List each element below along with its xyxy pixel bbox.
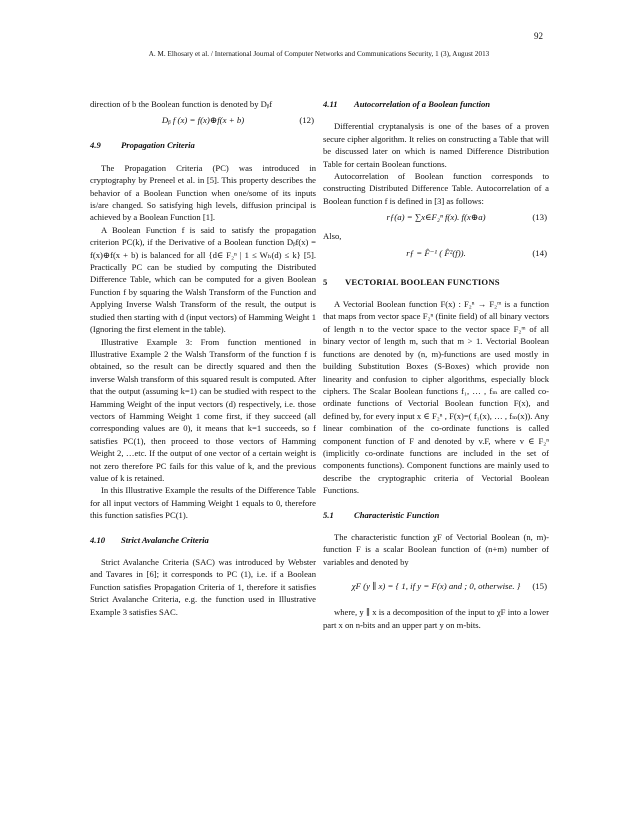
equation-number: (14) bbox=[532, 247, 547, 258]
section-heading-5-1 bbox=[323, 509, 549, 521]
equation-number: (15) bbox=[532, 581, 547, 592]
equation-14 bbox=[323, 247, 549, 260]
page-number: 92 bbox=[534, 31, 543, 41]
section-heading-4-9 bbox=[90, 139, 316, 151]
section-heading-4-10 bbox=[90, 534, 316, 546]
right-column bbox=[323, 98, 549, 631]
section-number: 5.1 bbox=[323, 509, 334, 520]
paragraph: Autocorrelation of Boolean function corresponds to constructing Distributed Difference Table. Autocorrelation of a Boolean function f is defined in [3] as follows: bbox=[323, 171, 549, 206]
paragraph: A Boolean Function f is said to satisfy the propagation criterion PC(k), if the Derivative of a Boolean function Dᵦf(x) = f(x)⊕f(x + b) is balanced for all {d∈ F₂ⁿ | 1 ≤ Wₕ(d) ≤ k} [5]. Practically PC can be studied by computing the Distributed Difference Table, which can be computed for a given Boolean Function f by squaring the Walsh Transform of the Function and Applying Inverse Walsh Transform of the result, the output is studied then starting with d (input vectors) of Hamming Weight 1 (Ignoring the first element in the table). bbox=[90, 224, 316, 335]
paragraph: Illustrative Example 3: From function mentioned in Illustrative Example 2 the Walsh Transform of the function f is obtained, so the result can be directly squared and then the inverse Walsh transform of this squared result is computed. After that the output (assuming k=1) can be studied with respect to the Hamming Weight of the input vectors (d) respectively, i.e. those vectors of Hamming Weight 1 come first, if they succeed (all corresponding values are 0), it means that k=1 succeeds, so f satisfies PC(1), then proceed to those vectors of Hamming Weight 2, …etc. If the output of one vector of a certain weight is not zero therefore PC fails for this value of k, and the previous value of k is retained. bbox=[90, 336, 316, 483]
left-column bbox=[90, 98, 316, 618]
section-title: VECTORIAL BOOLEAN FUNCTIONS bbox=[345, 276, 500, 287]
section-title: Characteristic Function bbox=[354, 509, 440, 520]
equation-12 bbox=[90, 114, 316, 127]
paragraph: direction of b the Boolean function is denoted by Dᵦf bbox=[90, 99, 273, 109]
section-title: Autocorrelation of a Boolean function bbox=[354, 99, 491, 109]
paragraph: The Propagation Criteria (PC) was introduced in cryptography by Preneel et al. in [5]. This property describes the behavior of a Boolean Function when one/some of its inputs is/are changed. So satisfying high levels, diffusion principal is achieved by a Boolean Function [1]. bbox=[90, 162, 316, 223]
equation-body: χF (y ∥ x) = { 1, if y = F(x) and ; 0, otherwise. } bbox=[351, 581, 521, 592]
section-number: 4.10 bbox=[90, 534, 106, 545]
section-heading-4-11 bbox=[323, 98, 549, 110]
paragraph: In this Illustrative Example the results of the Difference Table for all input vectors of Hamming Weight 1 equals to 0, therefore this function satisfies PC(1). bbox=[90, 485, 316, 521]
section-number: 4.9 bbox=[90, 140, 101, 151]
equation-body: Dᵦ f (x) = f(x)⊕f(x + b) bbox=[161, 115, 245, 126]
equation-body: rƒ(a) = ∑x∈F₂ⁿ f(x). f(x⊕a) bbox=[386, 212, 486, 223]
paragraph: Strict Avalanche Criteria (SAC) was introduced by Webster and Tavares in [6]; it corresponds to PC (1), i.e. if a Boolean Function satisfies Propagation Criteria of 1, therefore it satisfies Strict Avalanche Criteria, e.g. the function used in Illustrative Example 3 satisfies SAC. bbox=[90, 557, 316, 617]
paragraph: Also, bbox=[323, 231, 342, 242]
running-header: A. M. Elhosary et al. / International Journal of Computer Networks and Communications Security, 1 (3), August 2013 bbox=[148, 50, 490, 58]
section-title: Strict Avalanche Criteria bbox=[121, 534, 209, 545]
paragraph: The characteristic function χF of Vectorial Boolean (n, m)-function F is a scalar Boolean function of (n+m) number of variables and denoted by bbox=[323, 531, 549, 567]
section-number: 5 bbox=[323, 276, 328, 287]
section-number: 4.11 bbox=[323, 99, 338, 109]
section-heading-5 bbox=[323, 276, 549, 288]
equation-body: rƒ = F̂⁻¹ ( F̂²(f)). bbox=[406, 247, 466, 258]
equation-13 bbox=[323, 211, 549, 224]
paragraph: A Vectorial Boolean function F(x) : F₂ⁿ → F₂ᵐ is a function that maps from vector space F₂ⁿ (finite field) of all binary vectors of length n to the vector space to the vector space F₂ᵐ of all binary vector of length m, such that m > 1. Vectorial Boolean functions are denoted by (n, m)-functions are used mostly in building Substitution Boxes (S-Boxes) which provide non linearity and confusion to cipher algorithms, especially block ciphers. The Scalar Boolean functions f₁, … , fₘ are called co-ordinate functions of Vectorial Boolean function F(x), and defined by, for every input x ∈ F₂ⁿ , F(x)=( f₁(x), … , fₘ(x)). Any linear combination of the co-ordinate functions is called component function of F and denoted by v.F, where v ∈ F₂ⁿ (implicitly co-ordinate functions are included in the set of components functions). Component functions are mainly used to describe the cryptographic criteria of Vectorial Boolean Functions. bbox=[323, 299, 549, 496]
paragraph: where, y ∥ x is a decomposition of the input to χF into a lower part x on n-bits and an upper part y on m-bits. bbox=[323, 607, 549, 630]
equation-15 bbox=[323, 574, 549, 598]
section-title: Propagation Criteria bbox=[121, 140, 195, 151]
paragraph: Differential cryptanalysis is one of the bases of a proven secure cipher algorithm. It relies on constructing a Table that will be discussed later on which is named Difference Distribution Table for certain Boolean functions. bbox=[323, 121, 549, 169]
equation-number: (13) bbox=[532, 212, 547, 223]
equation-number: (12) bbox=[299, 115, 314, 126]
